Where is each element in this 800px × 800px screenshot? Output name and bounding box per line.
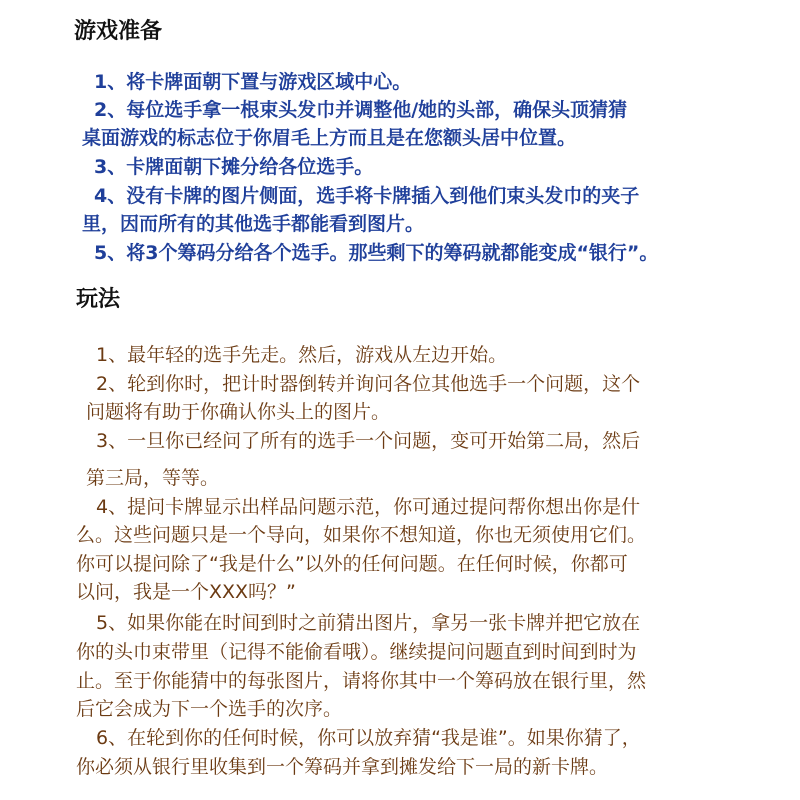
play-rule-2-cont: 问题将有助于你确认你头上的图片。 [86,401,391,423]
setup-step-1: 1、将卡牌面朝下置与游戏区域中心。 [94,71,412,93]
play-rule-4-cont-3: 以问，我是一个XXX吗？” [76,581,296,603]
heading-setup: 游戏准备 [74,19,163,44]
play-rule-4: 4、提问卡牌显示出样品问题示范，你可通过提问帮你想出你是什 [96,496,641,518]
setup-step-5: 5、将3个筹码分给各个选手。那些剩下的筹码就都能变成“银行”。 [94,242,659,264]
setup-step-2: 2、每位选手拿一根束头发巾并调整他/她的头部，确保头顶猜猜 [94,99,628,121]
play-rule-6: 6、在轮到你的任何时候，你可以放弃猜“我是谁”。如果你猜了， [96,727,641,749]
play-rule-5: 5、如果你能在时间到时之前猜出图片，拿另一张卡牌并把它放在 [96,612,641,634]
play-rule-5-cont-1: 你的头巾束带里（记得不能偷看哦）。继续提问问题直到时间到时为 [76,641,637,663]
setup-step-4-cont: 里，因而所有的其他选手都能看到图片。 [82,213,425,235]
setup-step-3: 3、卡牌面朝下摊分给各位选手。 [94,156,374,178]
play-rule-5-cont-2: 止。至于你能猜中的每张图片，请将你其中一个筹码放在银行里，然 [76,670,647,692]
play-rule-5-cont-3: 后它会成为下一个选手的次序。 [76,698,343,720]
setup-step-4: 4、没有卡牌的图片侧面，选手将卡牌插入到他们束头发巾的夹子 [94,185,640,207]
play-rule-1: 1、最年轻的选手先走。然后，游戏从左边开始。 [96,344,508,366]
heading-gameplay: 玩法 [76,287,121,312]
setup-step-2-cont: 桌面游戏的标志位于你眉毛上方而且是在您额头居中位置。 [82,127,577,149]
play-rule-2: 2、轮到你时，把计时器倒转并询问各位其他选手一个问题，这个 [96,373,641,395]
play-rule-3-cont: 第三局，等等。 [86,467,220,489]
play-rule-6-cont: 你必须从银行里收集到一个筹码并拿到摊发给下一局的新卡牌。 [76,756,609,778]
play-rule-4-cont-1: 么。这些问题只是一个导向，如果你不想知道，你也无须使用它们。 [76,524,647,546]
play-rule-4-cont-2: 你可以提问除了“我是什么”以外的任何问题。在任何时候，你都可 [76,553,628,575]
play-rule-3: 3、一旦你已经问了所有的选手一个问题，变可开始第二局，然后 [96,430,641,452]
